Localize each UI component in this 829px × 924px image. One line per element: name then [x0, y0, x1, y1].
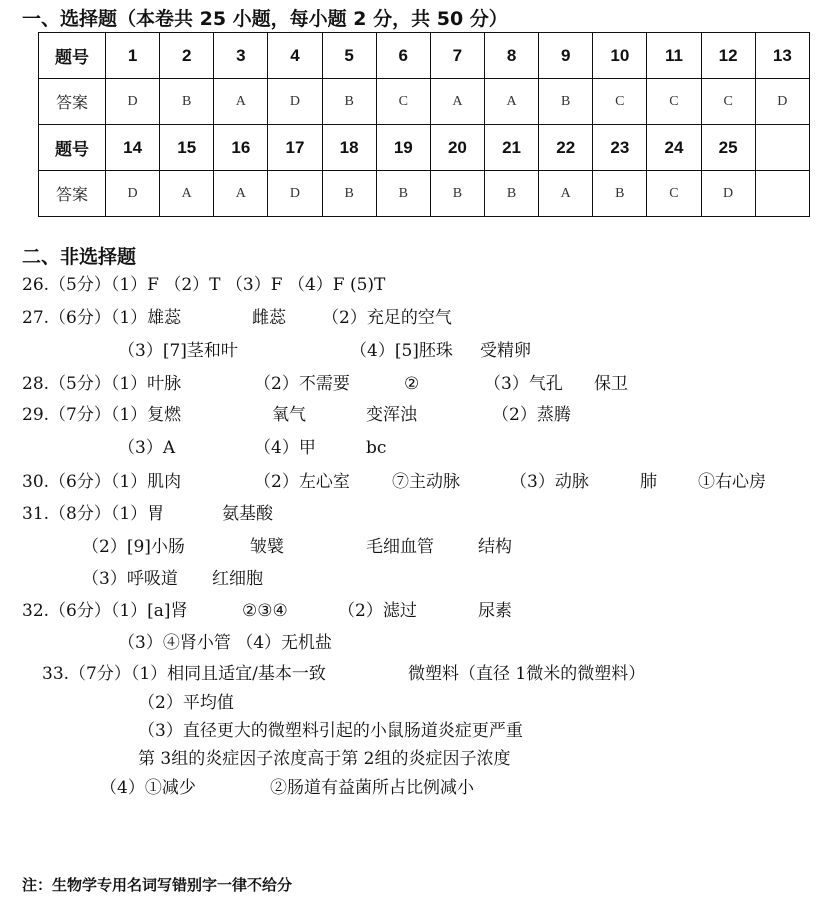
a-cell: B	[160, 79, 214, 125]
answer-text: ⑦主动脉	[392, 472, 460, 492]
grading-note: 注：生物学专用名词写错别字一律不给分	[22, 876, 293, 894]
q-cell: 23	[593, 125, 647, 171]
answer-text: 雌蕊	[252, 308, 286, 328]
answer-text: 氧气	[272, 405, 306, 425]
q-cell: 20	[430, 125, 484, 171]
answer-text: 毛细血管	[366, 537, 434, 557]
answer-text: 33.（7分）（1）相同且适宜/基本一致	[42, 664, 326, 684]
label-question-number: 题号	[39, 33, 106, 79]
q-cell: 8	[484, 33, 538, 79]
q-cell: 1	[106, 33, 160, 79]
q-cell: 7	[430, 33, 484, 79]
q-cell: 11	[647, 33, 701, 79]
q-cell: 12	[701, 33, 755, 79]
q-cell: 5	[322, 33, 376, 79]
answer-text: 保卫	[594, 374, 628, 394]
answer-text: 28.（5分）（1）叶脉	[22, 374, 182, 394]
q-cell: 10	[593, 33, 647, 79]
answer-text: 27.（6分）（1）雄蕊	[22, 308, 182, 328]
a-cell: B	[322, 171, 376, 217]
q-cell: 16	[214, 125, 268, 171]
answer-text: 变浑浊	[366, 405, 417, 425]
answer-table	[38, 32, 810, 217]
answer-text: （2）不需要	[254, 374, 350, 394]
q-cell: 21	[484, 125, 538, 171]
q-cell: 4	[268, 33, 322, 79]
a-cell: C	[647, 171, 701, 217]
answer-text: （2）蒸腾	[492, 405, 571, 425]
a-cell: B	[430, 171, 484, 217]
answer-text: （2）滤过	[338, 601, 417, 621]
q-cell: 13	[755, 33, 809, 79]
answer-text: 氨基酸	[222, 504, 273, 524]
answer-text: 结构	[478, 537, 512, 557]
a-cell: D	[268, 79, 322, 125]
answer-text: （4）①减少	[100, 778, 196, 798]
answer-text: 红细胞	[212, 569, 263, 589]
answer-text: ①右心房	[698, 472, 766, 492]
a-cell: A	[484, 79, 538, 125]
a-cell: B	[322, 79, 376, 125]
answer-text: 微塑料（直径 1微米的微塑料）	[408, 664, 646, 684]
answer-text: （4）[5]胚珠	[350, 341, 453, 361]
q-cell: 25	[701, 125, 755, 171]
answer-text: 尿素	[478, 601, 512, 621]
answer-text: （2）充足的空气	[322, 308, 452, 328]
a-cell: D	[268, 171, 322, 217]
section-1-title: 一、选择题（本卷共 25 小题，每小题 2 分，共 50 分）	[22, 8, 508, 30]
q-cell: 14	[106, 125, 160, 171]
a-cell: D	[755, 79, 809, 125]
q-cell: 22	[539, 125, 593, 171]
answer-text: 皱襞	[250, 537, 284, 557]
question-number-row	[39, 125, 810, 171]
answer-text: 32.（6分）（1）[a]肾	[22, 601, 188, 621]
answer-text: 30.（6分）（1）肌肉	[22, 472, 182, 492]
a-cell: D	[106, 171, 160, 217]
answer-text: （3）气孔	[484, 374, 563, 394]
a-cell: C	[593, 79, 647, 125]
a-cell: A	[214, 79, 268, 125]
answer-text: （3）④肾小管 （4）无机盐	[118, 633, 333, 653]
answer-row	[39, 171, 810, 217]
a-cell	[755, 171, 809, 217]
q-cell	[755, 125, 809, 171]
answer-text: ②③④	[242, 601, 288, 621]
answer-text: 31.（8分）（1）胃	[22, 504, 165, 524]
answer-text: 第 3组的炎症因子浓度高于第 2组的炎症因子浓度	[138, 749, 511, 769]
answer-text: （3）动脉	[510, 472, 589, 492]
q-cell: 18	[322, 125, 376, 171]
section-2-title: 二、非选择题	[22, 246, 137, 268]
a-cell: A	[214, 171, 268, 217]
q-cell: 6	[376, 33, 430, 79]
label-question-number: 题号	[39, 125, 106, 171]
answer-text: ②肠道有益菌所占比例减小	[270, 778, 474, 798]
answer-row	[39, 79, 810, 125]
q-cell: 19	[376, 125, 430, 171]
answer-text: 29.（7分）（1）复燃	[22, 405, 182, 425]
a-cell: B	[593, 171, 647, 217]
a-cell: A	[430, 79, 484, 125]
a-cell: C	[647, 79, 701, 125]
answer-text: 26.（5分）（1）F （2）T （3）F （4）F (5)T	[22, 275, 386, 295]
q-cell: 24	[647, 125, 701, 171]
answer-text: ②	[404, 374, 420, 394]
q-cell: 9	[539, 33, 593, 79]
question-number-row	[39, 33, 810, 79]
a-cell: C	[376, 79, 430, 125]
answer-text: （3）直径更大的微塑料引起的小鼠肠道炎症更严重	[138, 721, 523, 741]
answer-text: （2）平均值	[138, 693, 234, 713]
label-answer: 答案	[39, 79, 106, 125]
q-cell: 3	[214, 33, 268, 79]
q-cell: 17	[268, 125, 322, 171]
answer-text: bc	[366, 438, 387, 458]
answer-text: （3）A	[118, 438, 176, 458]
answer-text: （2）[9]小肠	[82, 537, 185, 557]
q-cell: 2	[160, 33, 214, 79]
a-cell: B	[484, 171, 538, 217]
label-answer: 答案	[39, 171, 106, 217]
answer-text: 肺	[640, 472, 657, 492]
a-cell: B	[539, 79, 593, 125]
answer-text: （4）甲	[254, 438, 316, 458]
answer-text: （3）呼吸道	[82, 569, 178, 589]
a-cell: A	[160, 171, 214, 217]
a-cell: C	[701, 79, 755, 125]
a-cell: B	[376, 171, 430, 217]
answer-text: 受精卵	[480, 341, 531, 361]
a-cell: D	[701, 171, 755, 217]
q-cell: 15	[160, 125, 214, 171]
answer-text: （3）[7]茎和叶	[118, 341, 238, 361]
a-cell: D	[106, 79, 160, 125]
answer-text: （2）左心室	[254, 472, 350, 492]
a-cell: A	[539, 171, 593, 217]
